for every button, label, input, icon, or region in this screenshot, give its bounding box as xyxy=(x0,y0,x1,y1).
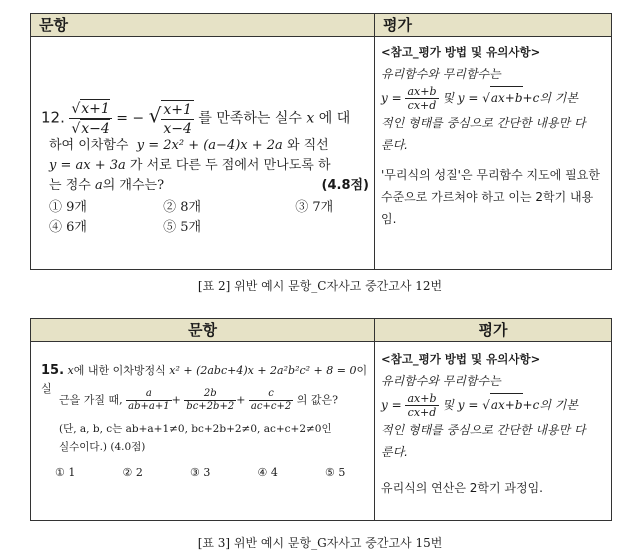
option-4: ④ 4 xyxy=(257,466,278,479)
question-cell xyxy=(31,342,375,521)
option-4: ④ 6개 xyxy=(49,220,87,235)
header-evaluation: 평가 xyxy=(375,319,612,342)
option-5: ⑤ 5개 xyxy=(163,220,202,235)
options-row-1 xyxy=(49,199,369,217)
question-cell xyxy=(31,37,375,270)
option-1: ① 1 xyxy=(55,466,76,479)
question-line-1: 15. x에 내한 이차방정식 x² + (2abc+4)x + 2a²b²c² + 8 = 0이 실 xyxy=(41,363,368,395)
option-1: ① 9개 xyxy=(49,200,87,215)
question-line-3: (단, a, b, c는 ab+a+1≠0, bc+2b+2≠0, ac+c+2≠0인 xyxy=(59,423,332,435)
question-table-1 xyxy=(30,13,612,270)
question-number: 15. xyxy=(41,363,65,378)
option-2: ② 8개 xyxy=(163,200,202,215)
options-row xyxy=(55,464,345,482)
evaluation-cell xyxy=(375,37,612,270)
header-evaluation: 평가 xyxy=(375,14,612,37)
caption-table-2: [표 2] 위반 예시 문항_C자사고 중간고사 12번 xyxy=(197,279,443,293)
question-points: (4.8점) xyxy=(321,178,369,193)
evaluation-formula: y = $\frac{ax+b}{cx+d}$ 및 y = √ax+b+c의 기본 xyxy=(381,85,578,112)
evaluation-text: <참고_평가 방법 및 유의사항> 유리함수와 무리함수는 y = $\frac{ax+b}{cx+d}$ 및 y = √ax+b+c의 기본 적인 형태를 중심으로 간단한 내용만 다 룬다. 유리식의 연산은 2학기 과정임. xyxy=(381,348,607,499)
evaluation-heading: <참고_평가 방법 및 유의사항> xyxy=(381,352,541,366)
question-line-4: 는 정수 a의 개수는? (4.8점) xyxy=(49,178,369,193)
question-line-1: 12. $\frac{√x+1}{√x-4}$ = − √ $\frac{x+1}{x-4}$ 를 만족하는 실수 x 에 대 xyxy=(41,101,351,137)
evaluation-note: '무리식의 성질'은 무리함수 지도에 필요한 수준으로 가르쳐야 하고 이는 2학기 내용임. xyxy=(381,168,600,226)
fraction-rhs: $\frac{x+1}{x-4}$ xyxy=(163,101,192,137)
header-question: 문항 xyxy=(31,14,375,37)
fraction-lhs: $\frac{√x+1}{√x-4}$ xyxy=(71,101,110,137)
options-row-2 xyxy=(49,219,369,237)
evaluation-text: <참고_평가 방법 및 유의사항> 유리함수와 무리함수는 y = $\frac{ax+b}{cx+d}$ 및 y = √ax+b+c의 기본 적인 형태를 중심으로 간단한 내용만 다 룬다. '무리식의 성질'은 무리함수 지도에 필요한 수준으로 가르쳐야 하고 이는 2학기 내용임. xyxy=(381,41,607,230)
question-table-2 xyxy=(30,318,612,521)
question-line-2: 근을 가질 때, $\frac{a}{ab+a+1}$ + $\frac{2b}{bc+2b+2}$ + $\frac{c}{ac+c+2}$ 의 값은? xyxy=(59,388,338,412)
question-line-3: y = ax + 3a 가 서로 다른 두 점에서 만나도록 하 xyxy=(49,158,331,173)
question-line-2: 하여 이차함수 y = 2x² + (a−4)x + 2a 와 직선 xyxy=(49,138,329,153)
option-3: ③ 7개 xyxy=(295,200,334,215)
question-line-4: 실수이다.) (4.0점) xyxy=(59,441,146,453)
evaluation-note: 유리식의 연산은 2학기 과정임. xyxy=(381,481,543,495)
evaluation-heading: <참고_평가 방법 및 유의사항> xyxy=(381,45,541,59)
question-number: 12. xyxy=(41,108,65,127)
evaluation-formula: y = $\frac{ax+b}{cx+d}$ 및 y = √ax+b+c의 기본 xyxy=(381,392,578,419)
header-question: 문항 xyxy=(31,319,375,342)
caption-table-3: [표 3] 위반 예시 문항_G자사고 중간고사 15번 xyxy=(197,536,443,550)
evaluation-cell xyxy=(375,342,612,521)
option-5: ⑤ 5 xyxy=(325,466,346,479)
option-3: ③ 3 xyxy=(190,466,211,479)
option-2: ② 2 xyxy=(122,466,143,479)
